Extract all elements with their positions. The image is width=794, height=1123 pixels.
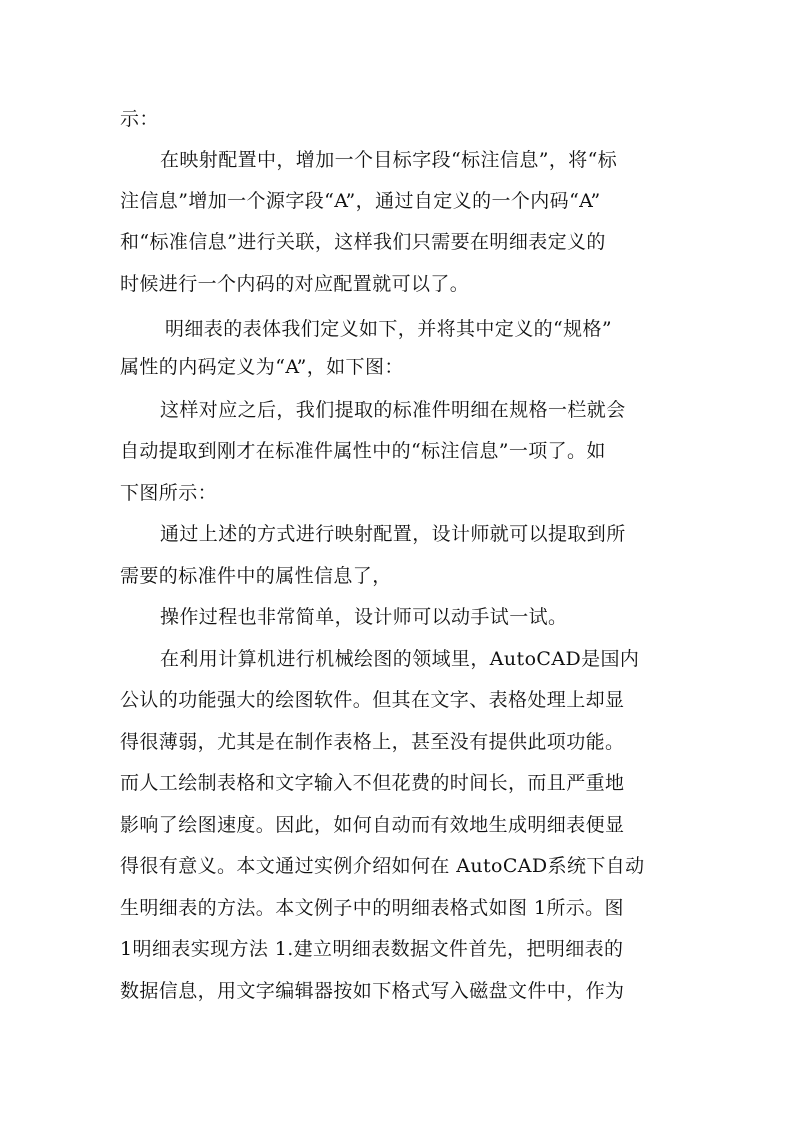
text-line: 这样对应之后，我们提取的标准件明细在规格一栏就会 [160, 399, 626, 421]
text-line: 影响了绘图速度。因此，如何自动而有效地生成明细表便显 [120, 814, 625, 836]
text-line: 下图所示： [120, 482, 218, 504]
text-line: 和“标准信息”进行关联，这样我们只需要在明细表定义的 [120, 231, 606, 253]
text-line: 数据信息，用文字编辑器按如下格式写入磁盘文件中，作为 [120, 980, 625, 1002]
text-line: 需要的标准件中的属性信息了， [120, 565, 392, 587]
text-line: 1明细表实现方法 1.建立明细表数据文件首先，把明细表的 [120, 938, 624, 960]
text-line: 时候进行一个内码的对应配置就可以了。 [120, 273, 470, 295]
text-line: 明细表的表体我们定义如下，并将其中定义的“规格” [165, 318, 613, 340]
text-line: 自动提取到刚才在标准件属性中的“标注信息”一项了。如 [120, 440, 606, 462]
text-line: 在映射配置中，增加一个目标字段“标注信息”，将“标 [160, 149, 618, 171]
text-line: 示： [120, 108, 159, 130]
text-line: 得很薄弱，尤其是在制作表格上，甚至没有提供此项功能。 [120, 731, 625, 753]
text-line: 得很有意义。本文通过实例介绍如何在 AutoCAD系统下自动 [120, 855, 645, 877]
text-line: 而人工绘制表格和文字输入不但花费的时间长，而且严重地 [120, 772, 625, 794]
text-line: 公认的功能强大的绘图软件。但其在文字、表格处理上却显 [120, 689, 625, 711]
text-line: 生明细表的方法。本文例子中的明细表格式如图 1所示。图 [120, 897, 624, 919]
text-line: 注信息”增加一个源字段“A”，通过自定义的一个内码“A” [120, 190, 601, 212]
text-line: 操作过程也非常简单，设计师可以动手试一试。 [160, 606, 568, 628]
text-line: 在利用计算机进行机械绘图的领域里，AutoCAD是国内 [160, 648, 640, 670]
text-line: 通过上述的方式进行映射配置，设计师就可以提取到所 [160, 523, 626, 545]
text-line: 属性的内码定义为“A”，如下图： [120, 356, 404, 378]
